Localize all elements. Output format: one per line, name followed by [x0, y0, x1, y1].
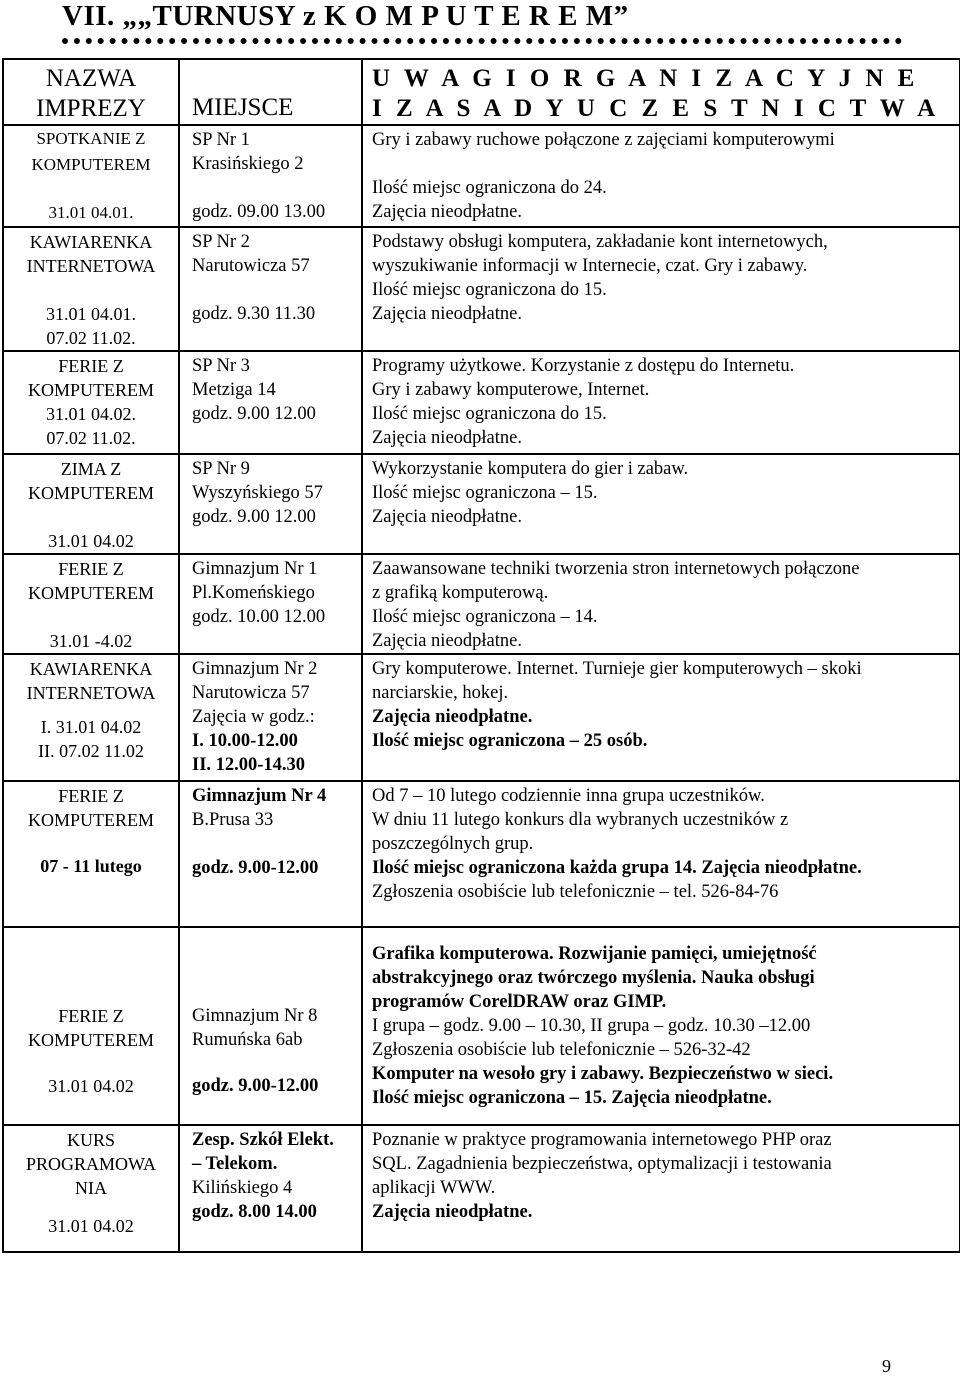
notes-cell: Programy użytkowe. Korzystanie z dostępu do Internetu. Gry i zabawy komputerowe, Internet. Ilość miejsc ograniczona do 15. Zajęcia nieodpłatne. [362, 351, 960, 454]
header-location: MIEJSCE [179, 59, 362, 125]
location-cell: SP Nr 2 Narutowicza 57 godz. 9.30 11.30 [179, 227, 362, 351]
location-cell: Zesp. Szkół Elekt. – Telekom. Kilińskiego 4 godz. 8.00 14.00 [179, 1125, 362, 1252]
location-cell: SP Nr 1 Krasińskiego 2 godz. 09.00 13.00 [179, 125, 362, 227]
table-row [3, 654, 960, 781]
table-row [3, 351, 960, 454]
notes-cell: Gry i zabawy ruchowe połączone z zajęciami komputerowymi Ilość miejsc ograniczona do 24. Zajęcia nieodpłatne. [362, 125, 960, 227]
event-name-cell: FERIE Z KOMPUTEREM 31.01 04.02 [3, 927, 179, 1125]
page-number: 9 [882, 1356, 891, 1376]
notes-cell: Wykorzystanie komputera do gier i zabaw. Ilość miejsc ograniczona – 15. Zajęcia nieodpłatne. [362, 454, 960, 554]
location-cell: Gimnazjum Nr 1 Pl.Komeńskiego godz. 10.00 12.00 [179, 554, 362, 654]
table-row [3, 554, 960, 654]
notes-cell: Zaawansowane techniki tworzenia stron internetowych połączone z grafiką komputerową. Ilość miejsc ograniczona – 14. Zajęcia nieodpłatne. [362, 554, 960, 654]
location-cell: Gimnazjum Nr 2 Narutowicza 57 Zajęcia w godz.: I. 10.00-12.00 II. 12.00-14.30 [179, 654, 362, 781]
notes-cell: Grafika komputerowa. Rozwijanie pamięci, umiejętność abstrakcyjnego oraz twórczego myślenia. Nauka obsługi programów CorelDRAW oraz GIMP. I grupa – godz. 9.00 – 10.30, II grupa – godz. 10.30 –12.00 Zgłoszenia osobiście lub telefonicznie – 526-32-42 Komputer na wesoło gry i zabawy. Bezpieczeństwo w sieci. Ilość miejsc ograniczona – 15. Zajęcia nieodpłatne. [362, 927, 960, 1125]
page-title: VII. „„TURNUSY z K O M P U T E R E M” [62, 0, 629, 32]
header-row [3, 59, 960, 125]
notes-cell: Podstawy obsługi komputera, zakładanie kont internetowych, wyszukiwanie informacji w Internecie, czat. Gry i zabawy. Ilość miejsc ograniczona do 15. Zajęcia nieodpłatne. [362, 227, 960, 351]
schedule-table [2, 58, 960, 1253]
table-row [3, 781, 960, 927]
table-row [3, 125, 960, 227]
location-cell: SP Nr 3 Metziga 14 godz. 9.00 12.00 [179, 351, 362, 454]
location-cell: SP Nr 9 Wyszyńskiego 57 godz. 9.00 12.00 [179, 454, 362, 554]
event-name-cell: KAWIARENKA INTERNETOWA 31.01 04.01. 07.02 11.02. [3, 227, 179, 351]
event-name-cell: SPOTKANIE Z KOMPUTEREM 31.01 04.01. [3, 125, 179, 227]
location-cell: Gimnazjum Nr 4 B.Prusa 33 godz. 9.00-12.00 [179, 781, 362, 927]
header-notes: U W A G I O R G A N I Z A C Y J N E I Z A S A D Y U C Z E S T N I C T W A [362, 59, 960, 125]
title-dotted-rule [62, 30, 902, 44]
event-name-cell: KURS PROGRAMOWA NIA 31.01 04.02 [3, 1125, 179, 1252]
event-name-cell: ZIMA Z KOMPUTEREM 31.01 04.02 [3, 454, 179, 554]
notes-cell: Gry komputerowe. Internet. Turnieje gier komputerowych – skoki narciarskie, hokej. Zajęcia nieodpłatne. Ilość miejsc ograniczona – 25 osób. [362, 654, 960, 781]
notes-cell: Od 7 – 10 lutego codziennie inna grupa uczestników. W dniu 11 lutego konkurs dla wybranych uczestników z poszczególnych grup. Ilość miejsc ograniczona każda grupa 14. Zajęcia nieodpłatne. Zgłoszenia osobiście lub telefonicznie – tel. 526-84-76 [362, 781, 960, 927]
location-cell: Gimnazjum Nr 8 Rumuńska 6ab godz. 9.00-12.00 [179, 927, 362, 1125]
table-row [3, 227, 960, 351]
event-name-cell: KAWIARENKA INTERNETOWA I. 31.01 04.02 II. 07.02 11.02 [3, 654, 179, 781]
table-row [3, 927, 960, 1125]
event-name-cell: FERIE Z KOMPUTEREM 31.01 -4.02 [3, 554, 179, 654]
event-name-cell: FERIE Z KOMPUTEREM 07 - 11 lutego [3, 781, 179, 927]
event-name-cell: FERIE Z KOMPUTEREM 31.01 04.02. 07.02 11.02. [3, 351, 179, 454]
header-event-name: NAZWA IMPREZY [3, 59, 179, 125]
notes-cell: Poznanie w praktyce programowania internetowego PHP oraz SQL. Zagadnienia bezpieczeństwa, optymalizacji i testowania aplikacji WWW. Zajęcia nieodpłatne. [362, 1125, 960, 1252]
table-row [3, 454, 960, 554]
table-row [3, 1125, 960, 1252]
